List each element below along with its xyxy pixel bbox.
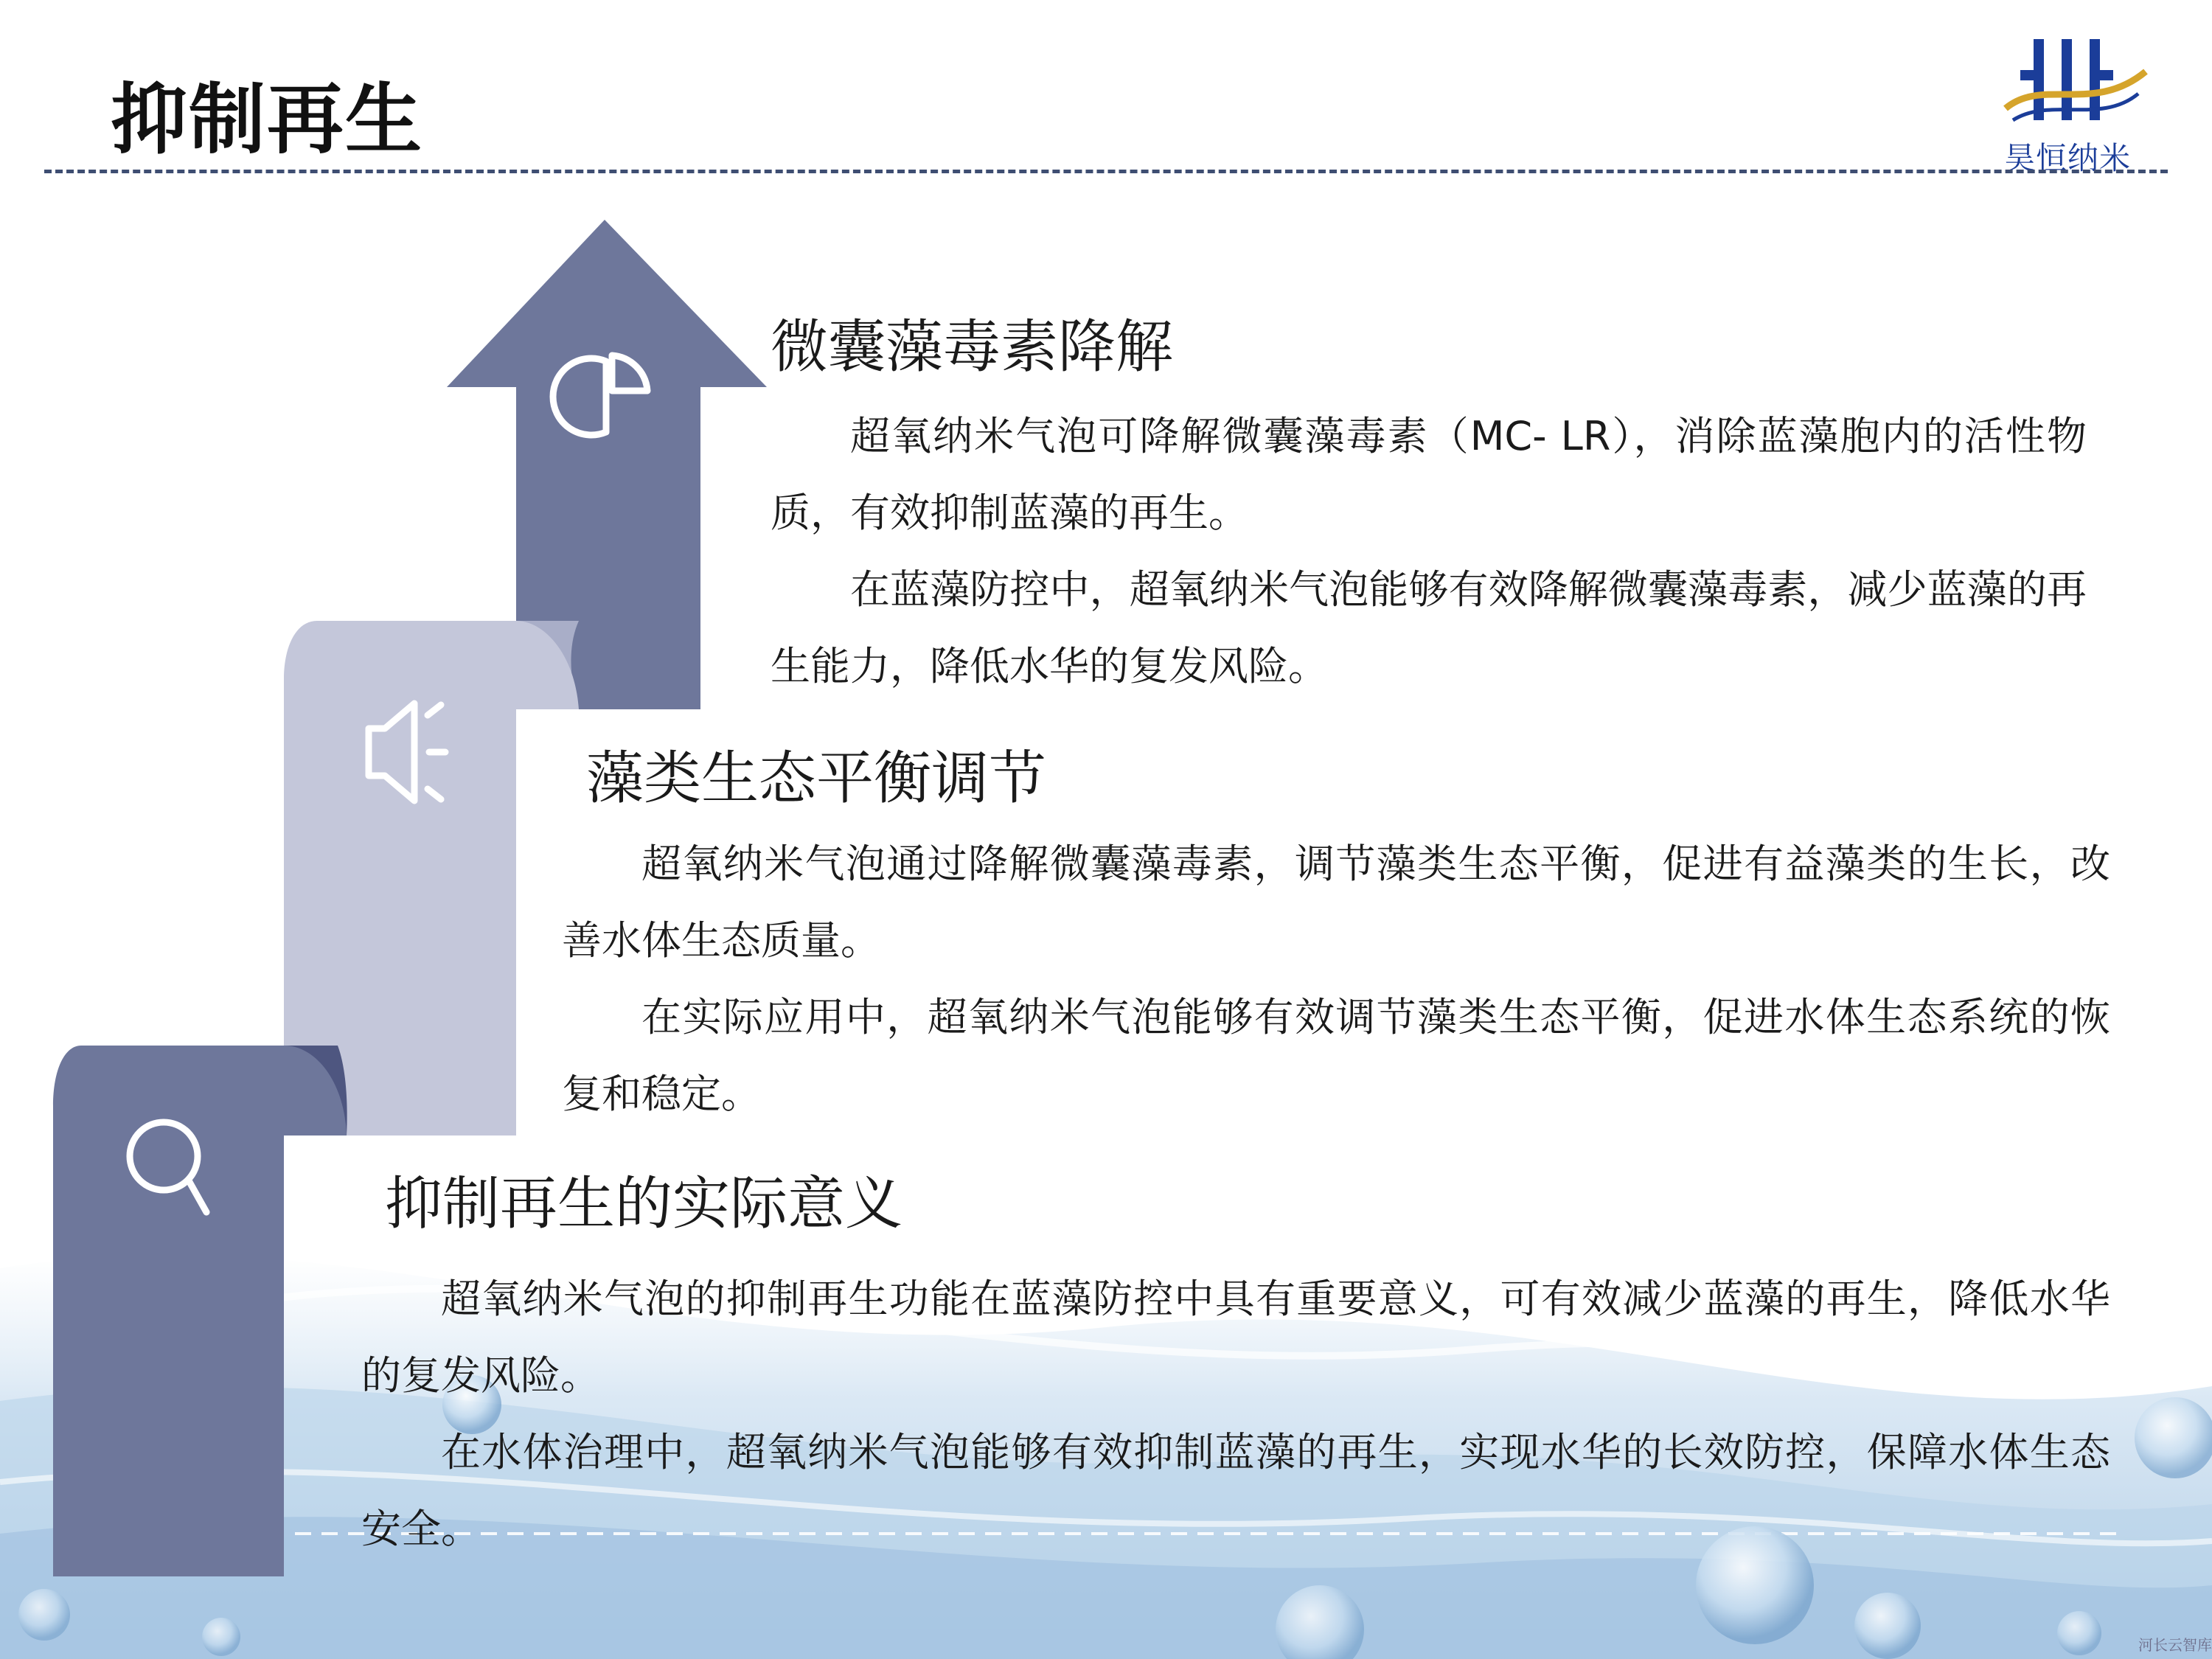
section-paragraph: 在蓝藻防控中，超氧纳米气泡能够有效降解微囊藻毒素，减少蓝藻的再生能力，降低水华的复发风险。 [771, 566, 2087, 689]
page-title: 抑制再生 [111, 74, 424, 164]
section-title-toxin-degradation: 微囊藻毒素降解 [771, 314, 1174, 380]
logo-text: 昊恒纳米 [2004, 140, 2132, 176]
section-title-practical-significance: 抑制再生的实际意义 [385, 1171, 903, 1237]
section-paragraph: 在水体治理中，超氧纳米气泡能够有效抑制蓝藻的再生，实现水华的长效防控，保障水体生态安全。 [361, 1429, 2110, 1552]
section-paragraph: 超氧纳米气泡的抑制再生功能在蓝藻防控中具有重要意义，可有效减少蓝藻的再生，降低水华的复发风险。 [361, 1276, 2110, 1399]
watermark: 河长云智库 [2138, 1636, 2212, 1654]
section-paragraph: 在实际应用中，超氧纳米气泡能够有效调节藻类生态平衡，促进水体生态系统的恢复和稳定。 [562, 994, 2110, 1117]
section-paragraph: 超氧纳米气泡可降解微囊藻毒素（MC- LR），消除蓝藻胞内的活性物质，有效抑制蓝藻的再生。 [771, 413, 2087, 536]
section-paragraph: 超氧纳米气泡通过降解微囊藻毒素，调节藻类生态平衡，促进有益藻类的生长，改善水体生态质量。 [562, 841, 2110, 964]
ribbon-step-bottom [53, 1046, 347, 1576]
section-title-ecological-balance: 藻类生态平衡调节 [586, 745, 1047, 812]
